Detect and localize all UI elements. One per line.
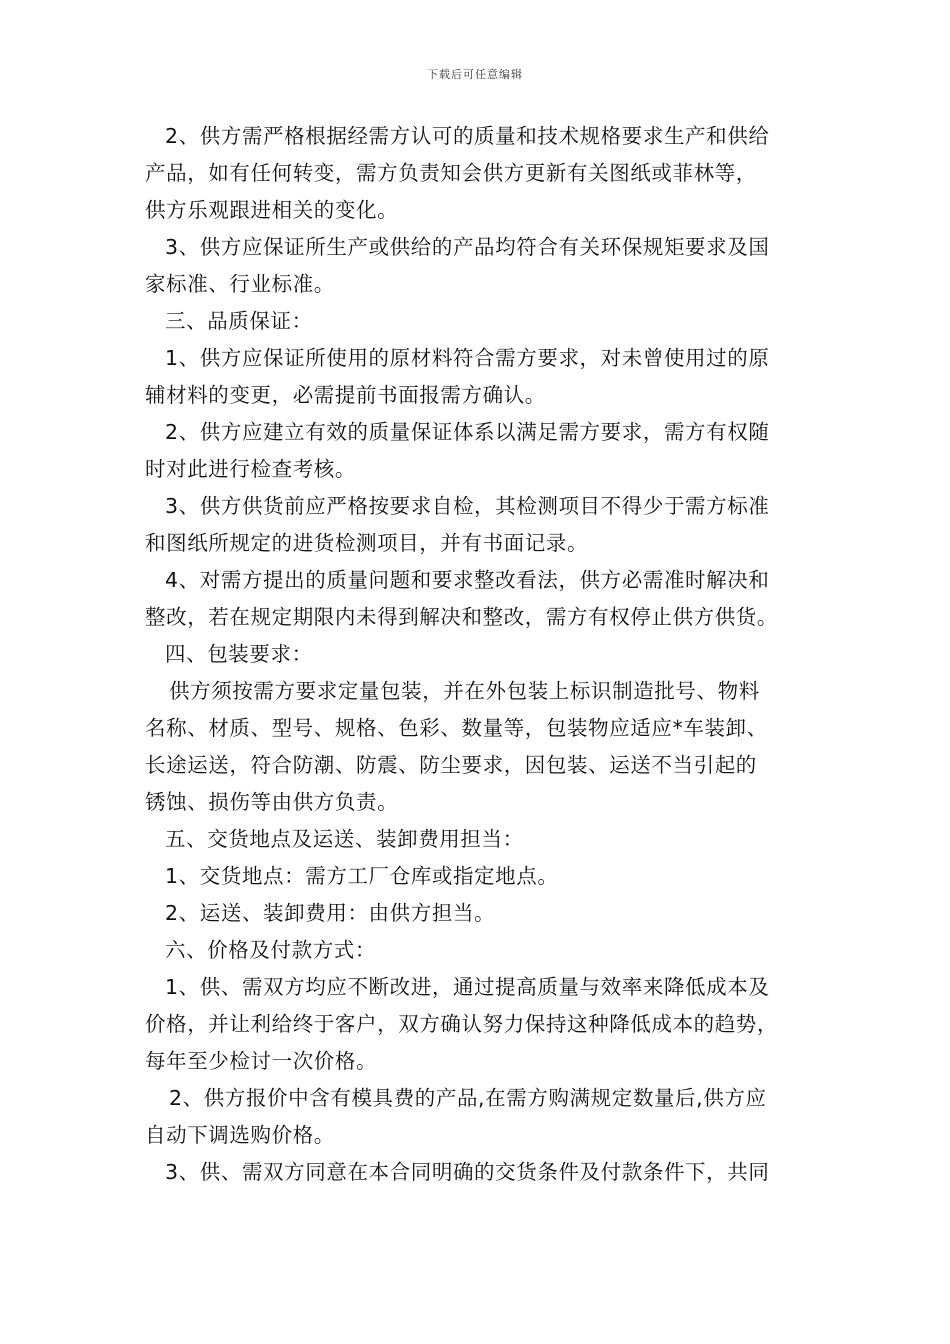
paragraph-line: 3、供方供货前应严格按要求自检，其检测项目不得少于需方标准: [165, 494, 770, 518]
paragraph-line: 整改，若在规定期限内未得到解决和整改，需方有权停止供方供货。: [145, 605, 778, 629]
paragraph-line: 产品，如有任何转变，需方负责知会供方更新有关图纸或菲林等，: [145, 161, 757, 185]
section-heading: 六、价格及付款方式：: [165, 938, 376, 962]
paragraph-line: 2、供方应建立有效的质量保证体系以满足需方要求，需方有权随: [165, 420, 770, 444]
section-heading: 四、包装要求：: [165, 642, 313, 666]
header-note: 下载后可任意编辑: [427, 68, 523, 81]
paragraph-line: 锈蚀、损伤等由供方负责。: [145, 790, 399, 814]
paragraph-line: 供方须按需方要求定量包装，并在外包装上标识制造批号、物料: [169, 679, 760, 703]
paragraph-line: 和图纸所规定的进货检测项目，并有书面记录。: [145, 531, 589, 555]
paragraph-line: 1、供方应保证所使用的原材料符合需方要求，对未曾使用过的原: [165, 346, 770, 370]
paragraph-line: 3、供、需双方同意在本合同明确的交货条件及付款条件下，共同: [165, 1160, 770, 1184]
paragraph-line: 1、交货地点：需方工厂仓库或指定地点。: [165, 864, 559, 888]
paragraph-line: 名称、材质、型号、规格、色彩、数量等，包装物应适应*车装卸、: [145, 716, 768, 740]
section-heading: 五、交货地点及运送、装卸费用担当：: [165, 827, 524, 851]
section-heading: 三、品质保证：: [165, 309, 313, 333]
paragraph-line: 2、运送、装卸费用：由供方担当。: [165, 901, 496, 925]
document-body: [145, 118, 810, 1191]
paragraph-line: 每年至少检讨一次价格。: [145, 1049, 378, 1073]
paragraph-line: 4、对需方提出的质量问题和要求整改看法，供方必需准时解决和: [165, 568, 770, 592]
paragraph-line: 家标准、行业标准。: [145, 272, 335, 296]
paragraph-line: 3、供方应保证所生产或供给的产品均符合有关环保规矩要求及国: [165, 235, 770, 259]
paragraph-line: 辅材料的变更，必需提前书面报需方确认。: [145, 383, 546, 407]
paragraph-line: 长途运送，符合防潮、防震、防尘要求，因包装、运送不当引起的: [145, 753, 757, 777]
paragraph-line: 自动下调选购价格。: [145, 1123, 335, 1147]
paragraph-line: 2、供方需严格根据经需方认可的质量和技术规格要求生产和供给: [165, 124, 770, 148]
paragraph-line: 时对此进行检查考核。: [145, 457, 356, 481]
paragraph-line: 价格，并让利给终于客户，双方确认努力保持这种降低成本的趋势，: [145, 1012, 778, 1036]
paragraph-line: 2、供方报价中含有模具费的产品,在需方购满规定数量后,供方应: [169, 1086, 767, 1110]
paragraph-line: 供方乐观跟进相关的变化。: [145, 198, 399, 222]
paragraph-line: 1、供、需双方均应不断改进，通过提高质量与效率来降低成本及: [165, 975, 770, 999]
